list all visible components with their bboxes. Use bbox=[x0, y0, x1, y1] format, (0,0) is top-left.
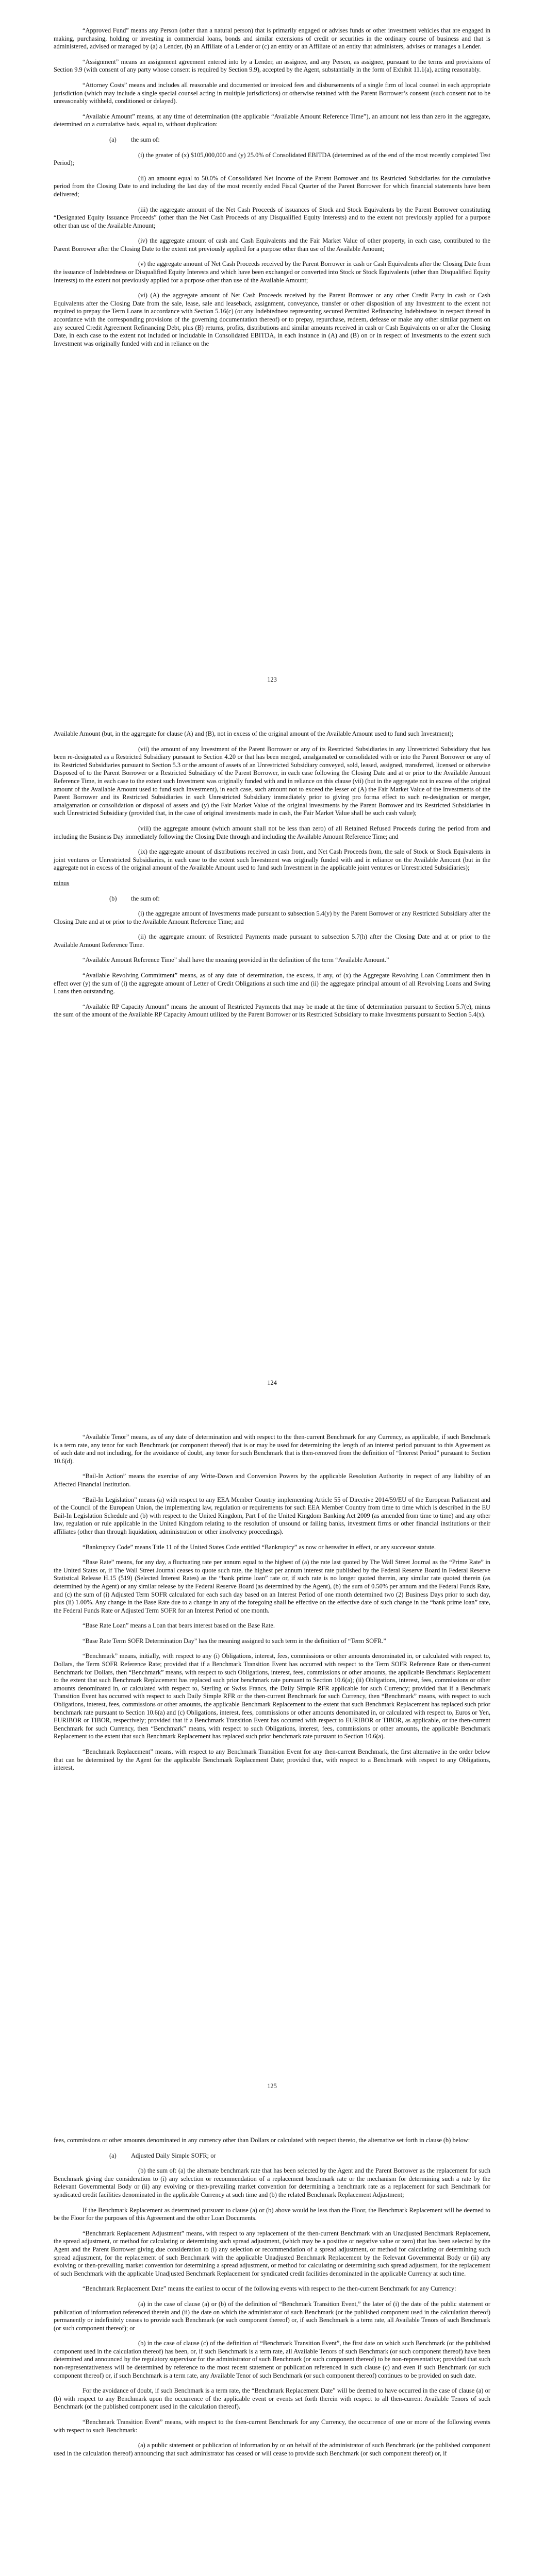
definition-benchmark-replacement-date: “Benchmark Replacement Date” means the earliest to occur of the following events with respect to the then-current Benchmark for any Currency: bbox=[83, 2285, 456, 2293]
subclause-v: (v) the aggregate amount of Net Cash Proceeds received by the Parent Borrower in cash or Cash Equivalents after the Closing Date from the issuance of Indebtedness or Disqualified Equity Interests and which have been exchanged or converted into Stock or Stock Equivalents (other than Disqualified Equity Interests) to the extent not previously applied for a purpose other than use of the Available Amount; bbox=[54, 260, 490, 284]
clause-text: Adjusted Daily Simple SOFR; or bbox=[131, 2151, 216, 2159]
subclause-vi: (vi) (A) the aggregate amount of Net Cash Proceeds received by the Parent Borrower or any other Credit Party in cash or Cash Equivalents after the Closing Date from the sale, lease, sale and leaseback, assignment, conveyance, transfer or other disposition of any Investment to the extent not required to prepay the Term Loans in accordance with Section 5.16(c) (or any Indebtedness representing secured Permitted Refinancing Indebtedness in respect thereof in accordance with the corresponding provisions of the governing documentation thereof) or to prepay, repurchase, redeem, defease or make any other similar payment on any secured Credit Agreement Refinancing Debt, plus (B) returns, profits, distributions and similar amounts received in cash or Cash Equivalents on or after the Closing Date, in each case to the extent not included or includable in Consolidated EBITDA, in each instance in (A) and (B) on or in respect of Investments to the extent such Investment was originally funded with and in reliance on the bbox=[54, 292, 490, 347]
clause-b: (b) the sum of: (a) the alternate benchmark rate that has been selected by the Agent and the Parent Borrower as the replacement for such Benchmark giving due consideration to (i) any selection or recommendation of a replacement benchmark rate or the mechanism for determining such a rate by the Relevant Governmental Body or (ii) any evolving or then-prevailing market convention for determining a benchmark rate as a replacement for such Benchmark for syndicated credit facilities denominated in the applicable Currency at such time and (b) the related Benchmark Replacement Adjustment; bbox=[54, 2167, 490, 2198]
clause-text: the sum of: bbox=[131, 135, 160, 143]
subclause-ix: (ix) the aggregate amount of distributions received in cash from, and Net Cash Proceeds from, the sale of Stock or Stock Equivalents in joint ventures or Unrestricted Subsidiaries, in each case to the extent such Investment was originally funded with and in reliance on the Available Amount (but in the aggregate not in excess of the original amount of the Available Amount used to fund such Investment in the applicable joint ventures or Unrestricted Subsidiaries); bbox=[54, 848, 490, 872]
subclause-i: (i) the greater of (x) $105,000,000 and (y) 25.0% of Consolidated EBITDA (determined as of the end of the most recently completed Test Period); bbox=[54, 151, 490, 167]
document-page-123 bbox=[0, 0, 544, 703]
replacement-date-clause-a: (a) in the case of clause (a) or (b) of the definition of “Benchmark Transition Event,” the later of (i) the date of the public statement or publication of information referenced therein and (ii) the date on which the administrator of such Benchmark (or the published component used in the calculation thereof) permanently or indefinitely ceases to provide such Benchmark (or such component thereof) or, if such Benchmark is a term rate, all Available Tenors of such Benchmark (or such component thereof); or bbox=[54, 2300, 490, 2332]
definition-bail-in-legislation: “Bail-In Legislation” means (a) with respect to any EEA Member Country implementing Article 55 of Directive 2014/59/EU of the European Parliament and of the Council of the European Union, the implementing law, regulation or requirements for such EEA Member Country from time to time which is described in the EU Bail-In Legislation Schedule and (b) with respect to the United Kingdom, Part I of the United Kingdom Banking Act 2009 (as amended from time to time) and any other law, regulation or rule applicable in the United Kingdom relating to the resolution of unsound or failing banks, investment firms or other financial institutions or their affiliates (other than through liquidation, administration or other insolvency proceedings). bbox=[54, 1496, 490, 1535]
replacement-date-clause-b: (b) in the case of clause (c) of the definition of “Benchmark Transition Event”, the first date on which such Benchmark (or the published component used in the calculation thereof) has been, or, if such Benchmark is a term rate, all Available Tenors of such Benchmark (or such component thereof) have been determined and announced by the regulatory supervisor for the administrator of such Benchmark (or such component thereof) to be non-representative; provided that such non-representativeness will be determined by reference to the most recent statement or publication referenced in such clause (c) and even if such Benchmark (or such component thereof) or, if such Benchmark is a term rate, any Available Tenor of such Benchmark (or such component thereof) continues to be provided on such date. bbox=[54, 2340, 490, 2379]
clause-text: the sum of: bbox=[131, 894, 160, 902]
page-number: 123 bbox=[267, 676, 277, 683]
document-page-124 bbox=[0, 703, 544, 1406]
clause-b bbox=[54, 895, 490, 903]
definition-benchmark-replacement: “Benchmark Replacement” means, with respect to any Benchmark Transition Event for any then-current Benchmark, the first alternative in the order below that can be determined by the Agent for the applicable Benchmark Replacement Date; provided that, with respect to a Benchmark with respect to any Obligations, interest, bbox=[54, 1748, 490, 1772]
definition-base-rate: “Base Rate” means, for any day, a fluctuating rate per annum equal to the highest of (a) the rate last quoted by The Wall Street Journal as the “Prime Rate” in the United States or, if The Wall Street Journal ceases to quote such rate, the highest per annum interest rate published by the Federal Reserve Board in Federal Reserve Statistical Release H.15 (519) (Selected Interest Rates) as the “bank prime loan” rate or, if such rate is no longer quoted therein, any similar rate quoted therein (as determined by the Agent) or any similar release by the Federal Reserve Board (as determined by the Agent), (b) the sum of 0.50% per annum and the Federal Funds Rate, and (c) the sum of (i) Adjusted Term SOFR calculated for each such day based on an Interest Period of one month determined two (2) Business Days prior to such day, plus (ii) 1.00%. Any change in the Base Rate due to a change in any of the foregoing shall be effective on the effective date of such change in the “bank prime loan” rate, the Federal Funds Rate or Adjusted Term SOFR for an Interest Period of one month. bbox=[54, 1558, 490, 1614]
page-number: 125 bbox=[267, 2082, 277, 2090]
definition-base-rate-term-sofr-day: “Base Rate Term SOFR Determination Day” has the meaning assigned to such term in the definition of “Term SOFR.” bbox=[83, 1637, 386, 1645]
subclause-b-ii: (ii) the aggregate amount of Restricted Payments made pursuant to subsection 5.7(h) after the Closing Date and at or prior to the Available Amount Reference Time. bbox=[54, 933, 490, 948]
definition-assignment: “Assignment” means an assignment agreement entered into by a Lender, an assignee, and any Person, as assignee, pursuant to the terms and provisions of Section 9.9 (with consent of any party whose consent is required by Section 9.9), accepted by the Agent, substantially in the form of Exhibit 11.1(a), acting reasonably. bbox=[54, 58, 490, 74]
subclause-ii: (ii) an amount equal to 50.0% of Consolidated Net Income of the Parent Borrower and its Restricted Subsidiaries for the cumulative period from the Closing Date to and including the last day of the most recently ended Fiscal Quarter of the Parent Borrower for which financial statements have been delivered; bbox=[54, 174, 490, 198]
page-content bbox=[54, 730, 490, 1026]
definition-available-rp-capacity: “Available RP Capacity Amount” means the amount of Restricted Payments that may be made at the time of determination pursuant to Section 5.7(e), minus the sum of the amount of the Available RP Capacity Amount utilized by the Parent Borrower or its Restricted Subsidiary to make Investments pursuant to Section 5.4(x). bbox=[54, 1003, 490, 1019]
definition-available-revolving-commitment: “Available Revolving Commitment” means, as of any date of determination, the excess, if any, of (x) the Aggregate Revolving Loan Commitment then in effect over (y) the sum of (i) the aggregate amount of Letter of Credit Obligations at such time and (ii) the aggregate principal amount of all Revolving Loans and Swing Loans then outstanding. bbox=[54, 972, 490, 995]
definition-available-amount-reference-time: “Available Amount Reference Time” shall have the meaning provided in the definition of the term “Available Amount.” bbox=[83, 956, 389, 964]
definition-benchmark-replacement-adjustment: “Benchmark Replacement Adjustment” means, with respect to any replacement of the then-current Benchmark with an Unadjusted Benchmark Replacement, the spread adjustment, or method for calculating or determining such spread adjustment, (which may be a positive or negative value or zero) that has been selected by the Agent and the Parent Borrower giving due consideration to (i) any selection or recommendation of a spread adjustment, or method for calculating or determining such spread adjustment, for the replacement of such Benchmark with the applicable Unadjusted Benchmark Replacement by the Relevant Governmental Body or (ii) any evolving or then-prevailing market convention for determining a spread adjustment, or method for calculating or determining such spread adjustment, for the replacement of such Benchmark with the applicable Unadjusted Benchmark Replacement for syndicated credit facilities denominated in the applicable Currency at such time. bbox=[54, 2229, 490, 2277]
definition-benchmark-transition-event: “Benchmark Transition Event” means, with respect to the then-current Benchmark for any Currency, the occurrence of one or more of the following events with respect to such Benchmark: bbox=[54, 2418, 490, 2434]
definition-approved-fund: “Approved Fund” means any Person (other than a natural person) that is primarily engaged or advises funds or other investment vehicles that are engaged in making, purchasing, holding or investing in commercial loans, bonds and similar extensions of credit or securities in the ordinary course of business and that is administered, advised or managed by (a) a Lender, (b) an Affiliate of a Lender or (c) an entity or an Affiliate of an entity that administers, advises or manages a Lender. bbox=[54, 27, 490, 50]
clause-label: (a) bbox=[109, 135, 117, 143]
page-content bbox=[54, 1433, 490, 1780]
definition-base-rate-loan: “Base Rate Loan” means a Loan that bears interest based on the Base Rate. bbox=[83, 1622, 275, 1630]
clause-label: (a) bbox=[109, 2151, 117, 2159]
avoidance-of-doubt-paragraph: For the avoidance of doubt, if such Benchmark is a term rate, the “Benchmark Replacement Date” will be deemed to have occurred in the case of clause (a) or (b) with respect to any Benchmark upon the occurrence of the applicable event or events set forth therein with respect to all then-current Available Tenors of such Benchmark (or the published component used in the calculation thereof). bbox=[54, 2387, 490, 2411]
minus-connector bbox=[54, 879, 490, 888]
definition-bankruptcy-code: “Bankruptcy Code” means Title 11 of the United States Code entitled “Bankruptcy” as now or hereafter in effect, or any successor statute. bbox=[83, 1543, 436, 1551]
page-number: 124 bbox=[267, 1379, 277, 1386]
definition-bail-in-action: “Bail-In Action” means the exercise of any Write-Down and Conversion Powers by the applicable Resolution Authority in respect of any liability of an Affected Financial Institution. bbox=[54, 1472, 490, 1488]
document-page-126 bbox=[0, 2110, 544, 2576]
subclause-vii: (vii) the amount of any Investment of the Parent Borrower or any of its Restricted Subsidiaries in any Unrestricted Subsidiary that has been re-designated as a Restricted Subsidiary pursuant to Section 4.20 or that has been merged, amalgamated or consolidated with or into the Parent Borrower or any of its Restricted Subsidiaries pursuant to Section 5.3 or the amount of assets of an Unrestricted Subsidiary conveyed, sold, leased, assigned, transferred, licensed or otherwise Disposed of to the Parent Borrower or a Restricted Subsidiary of the Parent Borrower, in each case following the Closing Date and at or prior to the Available Amount Reference Time, in each case to the extent such Investment was originally funded with and in reliance on this clause (vii) (but in the aggregate not in excess of the original amount of the Available Amount used to fund such Investment), in each case, such amount not to exceed the lesser of (A) the Fair Market Value of the Investments of the Parent Borrower and its Restricted Subsidiaries in such Unrestricted Subsidiary immediately prior to giving pro forma effect to such re-designation or merger, amalgamation or consolidation or disposal of assets and (y) the Fair Market Value of the original investments by the Parent Borrower and its Restricted Subsidiaries in such Unrestricted Subsidiary (provided that, in the case of original investments made in cash, the Fair Market Value shall be such cash value); bbox=[54, 745, 490, 817]
subclause-b-i: (i) the aggregate amount of Investments made pursuant to subsection 5.4(y) by the Parent Borrower or any Restricted Subsidiary after the Closing Date and at or prior to the Available Amount Reference Time; and bbox=[54, 910, 490, 925]
clause-label: (b) bbox=[109, 894, 117, 902]
definition-attorney-costs: “Attorney Costs” means and includes all reasonable and documented or invoiced fees and disbursements of a single firm of local counsel in each appropriate jurisdiction (which may include a single special counsel acting in multiple jurisdictions) or otherwise retained with the Parent Borrower’s consent (such consent not to be unreasonably withheld, conditioned or delayed). bbox=[54, 81, 490, 105]
floor-paragraph: If the Benchmark Replacement as determined pursuant to clause (a) or (b) above would be less than the Floor, the Benchmark Replacement will be deemed to be the Floor for the purposes of this Agreement and the other Loan Documents. bbox=[54, 2206, 490, 2222]
continuation-text: Available Amount (but, in the aggregate for clause (A) and (B), not in excess of the original amount of the Available Amount used to fund such Investment); bbox=[54, 730, 454, 737]
subclause-viii: (viii) the aggregate amount (which amount shall not be less than zero) of all Retained Refused Proceeds during the period from and including the Business Day immediately following the Closing Date through and including the Available Amount Reference Time; and bbox=[54, 824, 490, 840]
clause-a bbox=[54, 2152, 490, 2160]
subclause-iii: (iii) the aggregate amount of the Net Cash Proceeds of issuances of Stock and Stock Equivalents by the Parent Borrower constituting “Designated Equity Issuance Proceeds” (other than the Net Cash Proceeds of any Disqualified Equity Interests) and to the extent not previously applied for a purpose other than use of the Available Amount; bbox=[54, 206, 490, 229]
minus-text: minus bbox=[54, 879, 70, 887]
page-content bbox=[54, 2137, 490, 2465]
clause-a bbox=[54, 136, 490, 144]
definition-available-amount: “Available Amount” means, at any time of determination (the applicable “Available Amount Reference Time”), an amount not less than zero in the aggregate, determined on a cumulative basis, equal to, without duplication: bbox=[54, 112, 490, 128]
transition-event-clause-a: (a) a public statement or publication of information by or on behalf of the administrator of such Benchmark (or the published component used in the calculation thereof) announcing that such administrator has ceased or will cease to provide such Benchmark (or such component thereof) or, if bbox=[54, 2442, 490, 2457]
definition-available-tenor: “Available Tenor” means, as of any date of determination and with respect to the then-current Benchmark for any Currency, as applicable, if such Benchmark is a term rate, any tenor for such Benchmark (or component thereof) that is or may be used for determining the length of an interest period pursuant to this Agreement as of such date and not including, for the avoidance of doubt, any tenor for such Benchmark that is then-removed from the definition of “Interest Period” pursuant to Section 10.6(d). bbox=[54, 1433, 490, 1465]
document-page-125 bbox=[0, 1406, 544, 2110]
page-content bbox=[54, 27, 490, 355]
definition-benchmark: “Benchmark” means, initially, with respect to any (i) Obligations, interest, fees, commissions or other amounts denominated in, or calculated with respect to, Dollars, the Term SOFR Reference Rate; provided that if a Benchmark Transition Event has occurred with respect to the Term SOFR Reference Rate or then-current Benchmark for Dollars, then “Benchmark” means, with respect to such Obligations, interest, fees, commissions or other amounts, the applicable Benchmark Replacement to the extent that such Benchmark Replacement has replaced such prior benchmark rate pursuant to Section 10.6(a); (ii) Obligations, interest, fees, commissions or other amounts denominated in, or calculated with respect to, Sterling or Swiss Francs, the Daily Simple RFR applicable for such Currency; provided that if a Benchmark Transition Event has occurred with respect to such Daily Simple RFR or the then-current Benchmark for such Currency, then “Benchmark” means, with respect to such Obligations, interest, fees, commissions or other amounts, the applicable Benchmark Replacement to the extent that such Benchmark Replacement has replaced such prior benchmark rate pursuant to Section 10.6(a) and (c) Obligations, interest, fees, commissions or other amounts denominated in, or calculated with respect to, Euros or Yen, EURIBOR or TIBOR, respectively; provided that if a Benchmark Transition Event has occurred with respect to EURIBOR or TIBOR, as applicable, or the then-current Benchmark for such Currency, then “Benchmark” means, with respect to such Obligations, interest, fees, commissions or other amounts, the applicable Benchmark Replacement to the extent that such Benchmark Replacement has replaced such prior benchmark rate pursuant to Section 10.6(a). bbox=[54, 1652, 490, 1740]
continuation-text: fees, commissions or other amounts denominated in any currency other than Dollars or calculated with respect thereto, the alternative set forth in clause (b) below: bbox=[54, 2137, 470, 2144]
subclause-iv: (iv) the aggregate amount of cash and Cash Equivalents and the Fair Market Value of other property, in each case, contributed to the Parent Borrower after the Closing Date to the extent not previously applied for a purpose other than use of the Available Amount; bbox=[54, 237, 490, 252]
